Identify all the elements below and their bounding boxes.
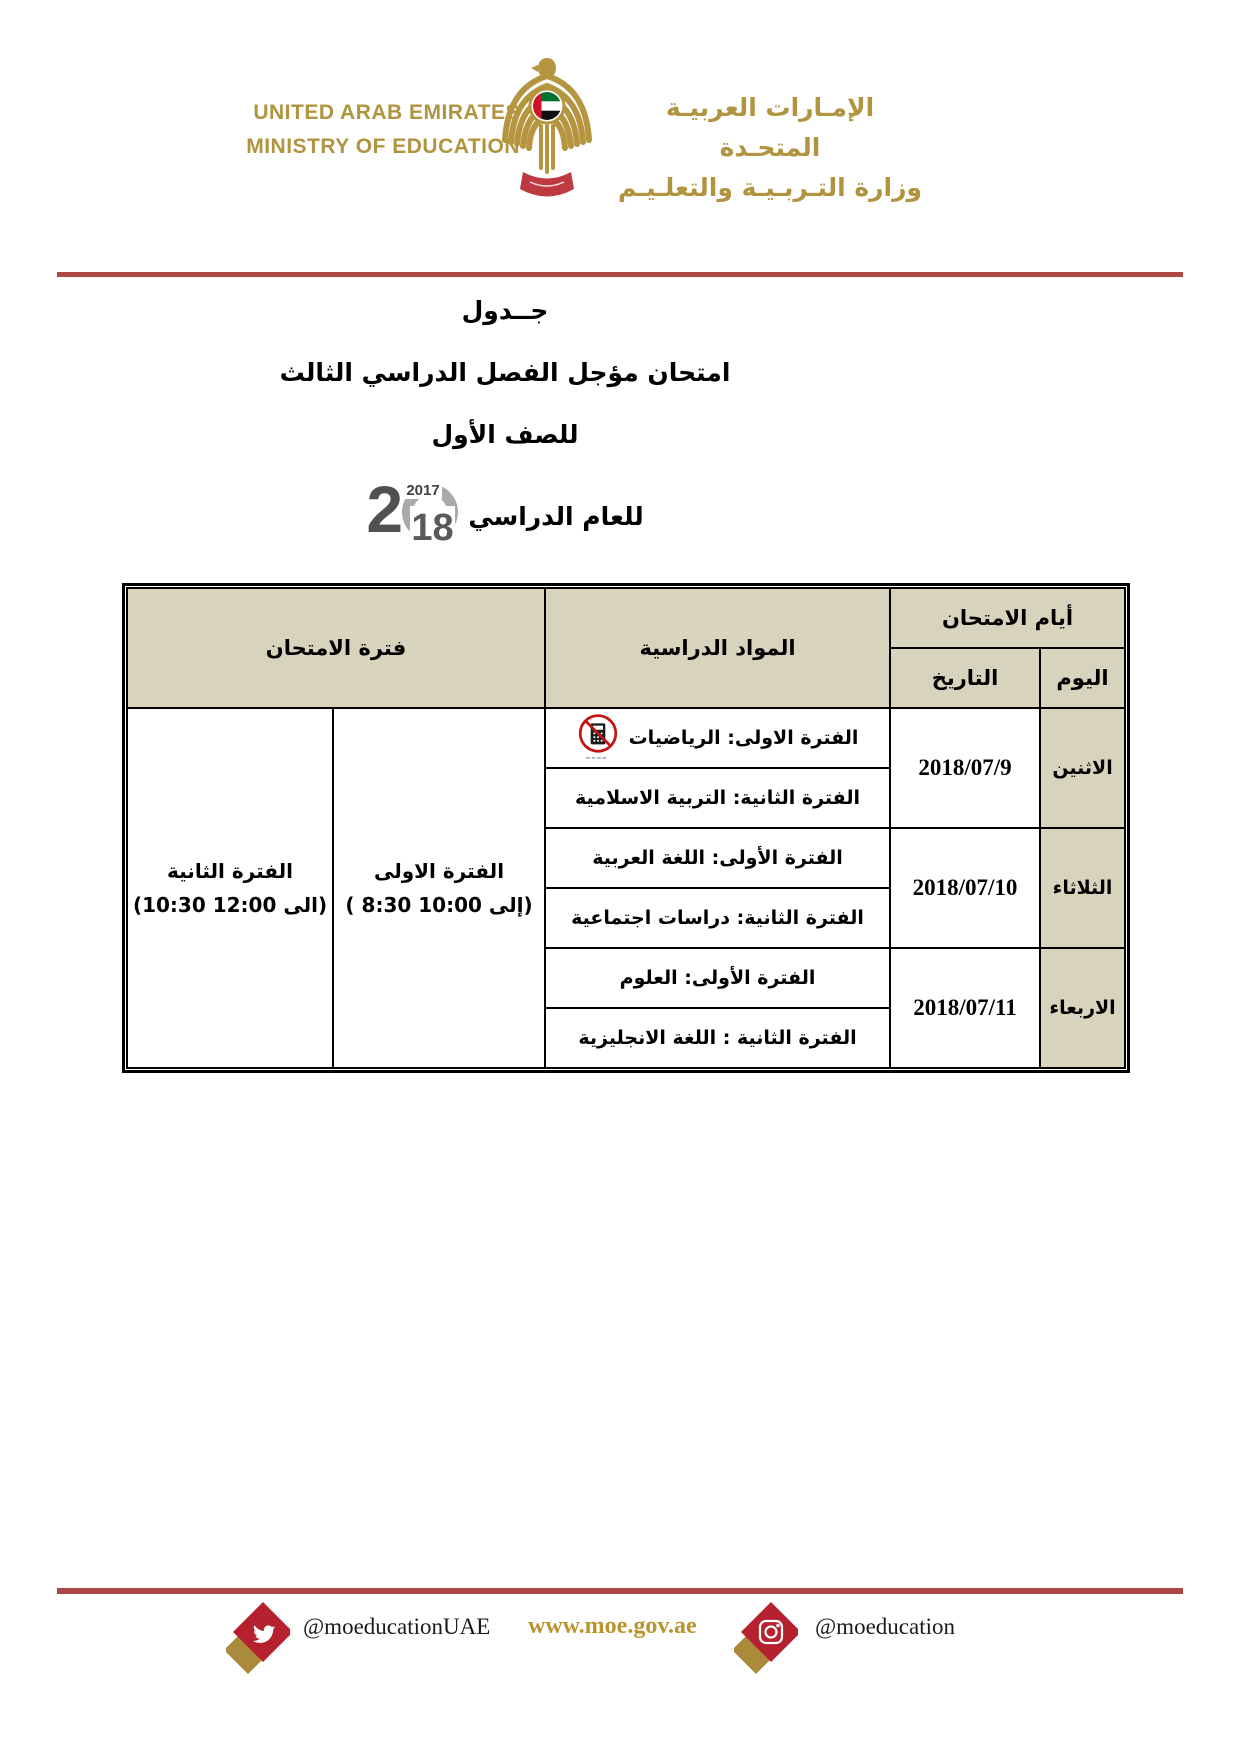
subject-science-label: الفترة الأولى: العلوم — [545, 948, 890, 1008]
subject-english-label: الفترة الثانية : اللغة الانجليزية — [545, 1008, 890, 1068]
top-divider-rule — [57, 272, 1183, 277]
year-logo-bottom-year: 18 — [411, 507, 454, 549]
academic-year-logo — [366, 474, 462, 560]
day-monday: الاثنين — [1040, 708, 1125, 828]
ministry-en-line1: UNITED ARAB EMIRATES — [253, 101, 520, 124]
period-first-label: الفترة الاولى — [373, 859, 505, 883]
subject-math-row — [545, 708, 890, 768]
header-exam-days: أيام الامتحان — [890, 588, 1125, 648]
subject-math-label: الفترة الاولى: الرياضيات — [628, 727, 859, 749]
subject-islamic-label: الفترة الثانية: التربية الاسلامية — [545, 768, 890, 828]
day-wednesday: الاربعاء — [1040, 948, 1125, 1068]
ministry-name-english — [200, 96, 520, 164]
subject-arabic-label: الفترة الأولى: اللغة العربية — [545, 828, 890, 888]
website-link[interactable]: www.moe.gov.ae — [528, 1613, 697, 1639]
year-logo-top-year: 2017 — [406, 482, 440, 499]
no-calculator-icon — [577, 713, 619, 763]
ministry-en-line2: MINISTRY OF EDUCATION — [246, 135, 520, 158]
bottom-divider-rule — [57, 1588, 1183, 1594]
header-subjects: المواد الدراسية — [545, 588, 890, 708]
period-first-time: ( 8:30 إلى 10:00) — [345, 893, 533, 917]
doc-title-year-row — [55, 474, 955, 560]
twitter-badge-icon — [226, 1598, 290, 1676]
header-day: اليوم — [1040, 648, 1125, 708]
date-wednesday: 2018/07/11 — [890, 948, 1040, 1068]
period-second-time: (10:30 الى 12:00) — [132, 893, 328, 917]
twitter-handle[interactable]: @moeducationUAE — [303, 1614, 491, 1639]
doc-title-word: جــدول — [461, 296, 549, 325]
doc-title-grade: للصف الأول — [431, 420, 579, 449]
year-logo-big-digit: 2 — [366, 472, 404, 546]
instagram-badge-icon — [734, 1598, 798, 1676]
doc-title-year-text: للعام الدراسي — [468, 502, 644, 531]
doc-title-exam: امتحان مؤجل الفصل الدراسي الثالث — [279, 358, 731, 387]
exam-schedule-table-wrap — [122, 583, 1130, 1073]
period-second-label: الفترة الثانية — [167, 859, 293, 883]
subject-social-label: الفترة الثانية: دراسات اجتماعية — [545, 888, 890, 948]
period-second-cell — [127, 708, 333, 1068]
date-monday: 2018/07/9 — [890, 708, 1040, 828]
day-tuesday: الثلاثاء — [1040, 828, 1125, 948]
uae-falcon-emblem-icon — [497, 54, 597, 206]
ministry-ar-line1: الإمـارات العربيـة المتحـدة — [665, 93, 875, 162]
header-date: التاريخ — [890, 648, 1040, 708]
exam-schedule-table — [126, 587, 1126, 1069]
ministry-ar-line2: وزارة التـربـيـة والتعلـيـم — [617, 173, 923, 202]
date-tuesday: 2018/07/10 — [890, 828, 1040, 948]
period-first-cell — [333, 708, 545, 1068]
instagram-handle[interactable]: @moeducation — [815, 1614, 955, 1639]
ministry-name-arabic — [615, 88, 925, 208]
header-exam-period: فترة الامتحان — [127, 588, 545, 708]
